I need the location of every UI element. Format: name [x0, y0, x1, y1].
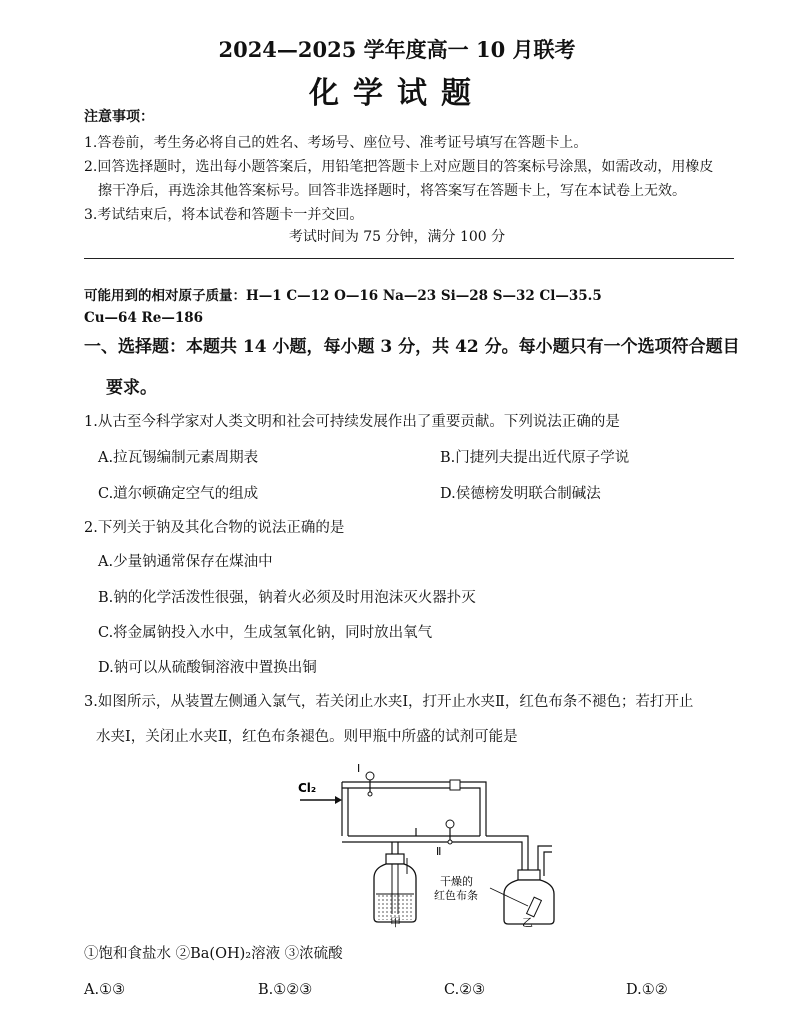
q2-option-c: C.将金属钠投入水中，生成氢氧化钠，同时放出氧气: [98, 625, 433, 641]
q2-option-a: A.少量钠通常保存在煤油中: [98, 554, 273, 570]
q3-stem-line2: 水夹Ⅰ，关闭止水夹Ⅱ，红色布条褪色。则甲瓶中所盛的试剂可能是: [96, 729, 518, 745]
q3-stem-line1: 3.如图所示，从装置左侧通入氯气，若关闭止水夹Ⅰ，打开止水夹Ⅱ，红色布条不褪色；若打开止: [84, 694, 694, 710]
q1-option-d: D.侯德榜发明联合制碱法: [440, 486, 601, 502]
q3-option-a: A.①③: [84, 982, 126, 998]
section-heading-cont: 要求。: [106, 378, 157, 398]
atomic-masses-line1: 可能用到的相对原子质量：H—1 C—12 O—16 Na—23 Si—28 S—32 Cl—35.5: [84, 288, 602, 304]
q2-option-b: B.钠的化学活泼性很强，钠着火必须及时用泡沫灭火器扑灭: [98, 590, 476, 606]
clamp-1-icon: [366, 772, 374, 780]
cloth-label-1: 干燥的: [440, 875, 473, 888]
gas-label: Cl₂: [298, 781, 317, 795]
atomic-masses-line2: Cu—64 Re—186: [84, 310, 204, 326]
notice-item-3: 3.考试结束后，将本试卷和答题卡一并交回。: [84, 207, 364, 223]
q3-option-c: C.②③: [444, 982, 486, 998]
q2-stem: 2.下列关于钠及其化合物的说法正确的是: [84, 520, 345, 536]
q3-option-d: D.①②: [626, 982, 668, 998]
bottle-b-label: 乙: [522, 916, 533, 928]
clamp-1-label: Ⅰ: [357, 762, 361, 775]
bottle-a-label: 甲: [390, 916, 401, 928]
divider: [84, 258, 734, 259]
q1-stem: 1.从古至今科学家对人类文明和社会可持续发展作出了重要贡献。下列说法正确的是: [84, 414, 620, 430]
clamp-2-label: Ⅱ: [436, 845, 442, 858]
tube-joint: [450, 780, 460, 790]
apparatus-diagram: [290, 758, 570, 928]
q1-option-a: A.拉瓦锡编制元素周期表: [98, 450, 259, 466]
q1-option-b: B.门捷列夫提出近代原子学说: [440, 450, 630, 466]
q2-option-d: D.钠可以从硫酸铜溶液中置换出铜: [98, 660, 317, 676]
q3-reagents: ①饱和食盐水 ②Ba(OH)₂溶液 ③浓硫酸: [84, 946, 343, 962]
page-title: 化学试题: [309, 76, 485, 111]
q1-option-c: C.道尔顿确定空气的组成: [98, 486, 259, 502]
inlet-arrowhead: [335, 796, 342, 804]
notice-item-2-cont: 擦干净后，再选涂其他答案标号。回答非选择题时，将答案写在答题卡上，写在本试卷上无效。: [98, 183, 686, 199]
exam-time: 考试时间为 75 分钟，满分 100 分: [288, 229, 506, 245]
clamp-2-icon: [446, 820, 454, 828]
exam-header: 2024—2025 学年度高一 10 月联考: [218, 37, 576, 62]
bottle-a: [374, 854, 416, 922]
notice-item-1: 1.答卷前，考生务必将自己的姓名、考场号、座位号、准考证号填写在答题卡上。: [84, 135, 588, 151]
section-heading: 一、选择题：本题共 14 小题，每小题 3 分，共 42 分。每小题只有一个选项符合题目: [84, 337, 740, 357]
q3-option-b: B.①②③: [258, 982, 313, 998]
notice-item-2: 2.回答选择题时，选出每小题答案后，用铅笔把答题卡上对应题目的答案标号涂黑，如需改动，用橡皮: [84, 159, 714, 175]
notice-heading: 注意事项：: [84, 109, 154, 125]
cloth-label-2: 红色布条: [434, 889, 478, 902]
